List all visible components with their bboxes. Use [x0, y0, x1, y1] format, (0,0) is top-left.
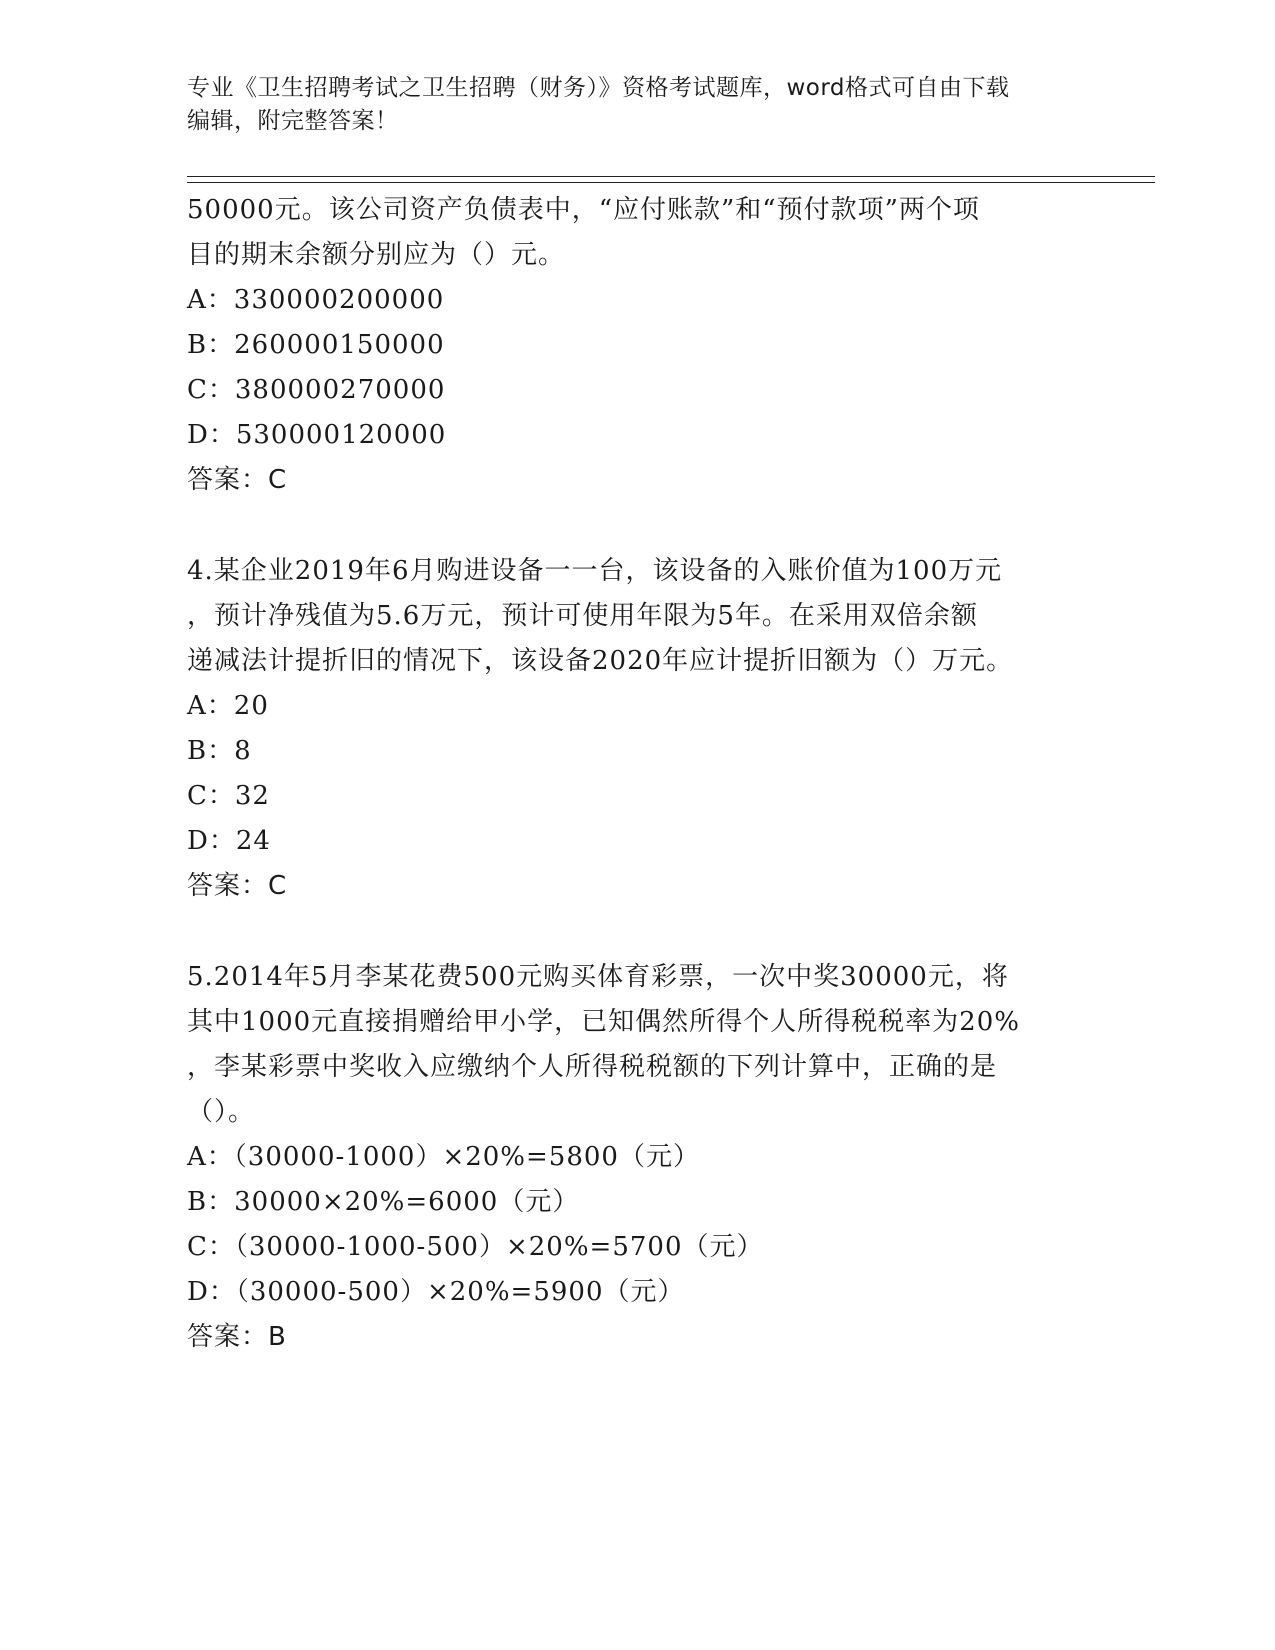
question-5-option-a: A：（30000-1000）×20%=5800（元）: [187, 1142, 700, 1172]
question-4-option-b: B：8: [187, 736, 252, 766]
header-title-line-2: 编辑，附完整答案！: [187, 108, 399, 134]
question-4-option-a: A：20: [187, 691, 269, 721]
question-5-stem-line: ，李某彩票中奖收入应缴纳个人所得税税额的下列计算中，正确的是: [187, 1052, 998, 1082]
question-4-stem-line: 递减法计提折旧的情况下，该设备2020年应计提折旧额为（）万元。: [187, 646, 1014, 676]
question-3-option-d: D：530000120000: [187, 420, 447, 450]
header-divider-bottom: [187, 182, 1155, 183]
question-5-stem-line: 5.2014年5月李某花费500元购买体育彩票，一次中奖30000元，将: [187, 962, 1009, 992]
question-5-option-b: B：30000×20%=6000（元）: [187, 1187, 580, 1217]
question-5-stem-line: （）。: [187, 1097, 256, 1127]
question-3-option-a: A：330000200000: [187, 285, 445, 315]
header-divider-top: [187, 176, 1155, 177]
question-4-stem-line: ，预计净残值为5.6万元，预计可使用年限为5年。在采用双倍余额: [187, 601, 978, 631]
question-5-stem-line: 其中1000元直接捐赠给甲小学，已知偶然所得个人所得税税率为20%: [187, 1007, 1020, 1037]
question-3-stem: [187, 188, 1087, 278]
question-3-option-c: C：380000270000: [187, 375, 446, 405]
question-3-answer: 答案：C: [187, 465, 288, 495]
question-5: [187, 955, 1087, 1360]
question-4-stem-line: 4.某企业2019年6月购进设备一一台，该设备的入账价值为100万元: [187, 556, 1003, 586]
question-4: [187, 549, 1087, 909]
question-3-stem-line: 50000元。该公司资产负债表中，“应付账款”和“预付款项”两个项: [187, 195, 980, 225]
question-5-option-c: C：（30000-1000-500）×20%=5700（元）: [187, 1232, 764, 1262]
document-header: [187, 72, 1087, 138]
question-5-stem: [187, 955, 1087, 1135]
question-4-answer: 答案：C: [187, 871, 288, 901]
question-4-option-d: D：24: [187, 826, 271, 856]
question-5-answer: 答案：B: [187, 1322, 287, 1352]
question-3-option-b: B：260000150000: [187, 330, 445, 360]
question-3-stem-line: 目的期末余额分别应为（）元。: [187, 240, 566, 270]
question-4-option-c: C：32: [187, 781, 270, 811]
header-title-line-1: 专业《卫生招聘考试之卫生招聘（财务）》资格考试题库，word格式可自由下载: [187, 75, 1010, 101]
question-3: [187, 188, 1087, 503]
questions-body: [187, 188, 1087, 1360]
question-5-option-d: D：（30000-500）×20%=5900（元）: [187, 1277, 685, 1307]
question-spacer: [187, 503, 1087, 549]
question-spacer: [187, 909, 1087, 955]
question-4-stem: [187, 549, 1087, 684]
